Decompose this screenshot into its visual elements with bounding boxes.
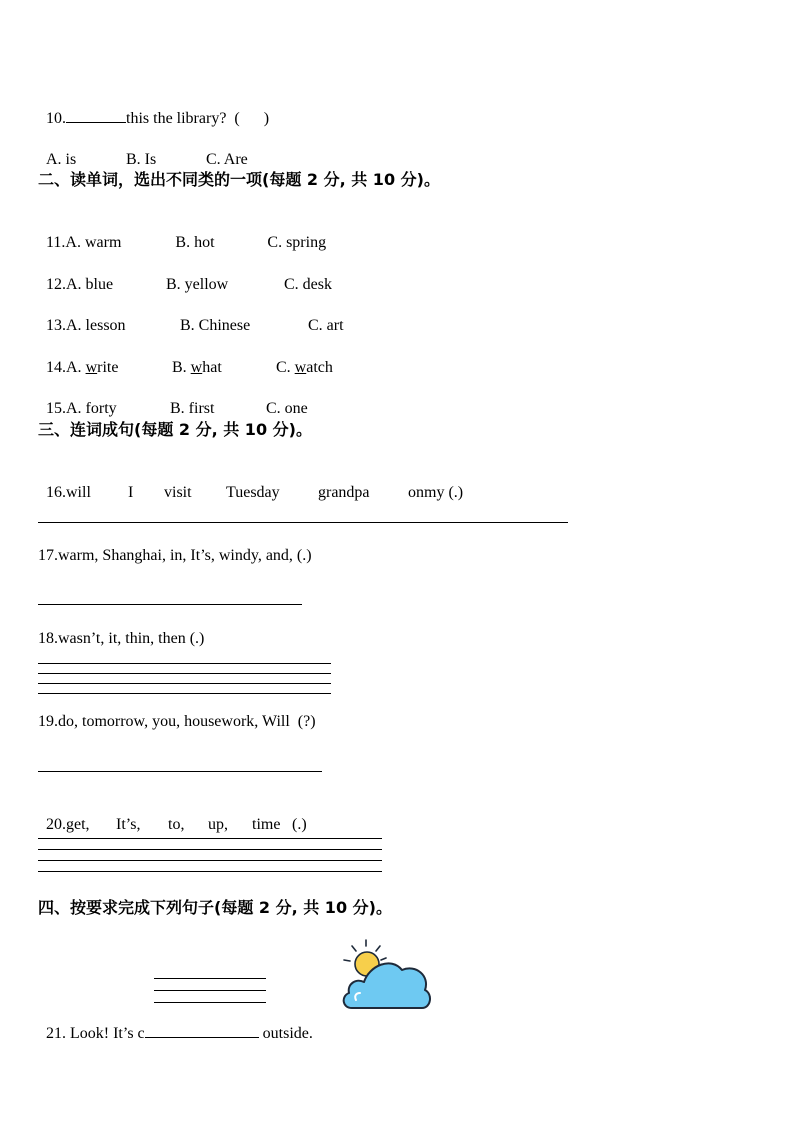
question-12: 12.A. blue B. yellow C. desk	[46, 276, 332, 293]
option-b[interactable]: B. hot	[175, 234, 215, 251]
option-b[interactable]: B. yellow	[166, 276, 229, 293]
word: grandpa	[318, 484, 370, 501]
option-a[interactable]: A. blue	[66, 276, 114, 293]
option-c[interactable]: C. art	[308, 317, 344, 334]
word: It’s,	[116, 816, 141, 833]
answer-blank[interactable]	[145, 1023, 259, 1038]
option-c[interactable]: C. one	[266, 400, 308, 417]
word: visit	[164, 484, 192, 501]
option-c[interactable]: C. Are	[206, 151, 248, 168]
question-20: 20.get, It’s, to, up, time (.)	[46, 816, 307, 833]
writing-line[interactable]	[38, 663, 331, 664]
question-17: 17.warm, Shanghai, in, It’s, windy, and, (.)	[38, 547, 312, 564]
word: Tuesday	[226, 484, 280, 501]
option-c[interactable]: C. watch	[276, 359, 333, 376]
word: up,	[208, 816, 228, 833]
word: time	[252, 816, 281, 833]
question-21: 21. Look! It’s c outside.	[46, 1025, 313, 1042]
option-b[interactable]: B. first	[170, 400, 215, 417]
word: I	[128, 484, 134, 501]
answer-blank[interactable]	[66, 108, 126, 123]
option-b[interactable]: B. Is	[126, 151, 157, 168]
writing-line[interactable]	[38, 683, 331, 684]
option-a[interactable]: A. is	[46, 151, 77, 168]
writing-line[interactable]	[38, 838, 382, 839]
question-14: 14.A. write B. what C. watch	[46, 359, 333, 376]
word: onmy (.)	[408, 484, 464, 501]
writing-line[interactable]	[38, 871, 382, 872]
option-b[interactable]: B. Chinese	[180, 317, 251, 334]
option-a[interactable]: A. write	[66, 359, 119, 376]
answer-line[interactable]	[38, 771, 322, 772]
option-a[interactable]: A. lesson	[66, 317, 126, 334]
answer-line[interactable]	[38, 522, 568, 523]
question-18: 18.wasn’t, it, thin, then (.)	[38, 630, 205, 647]
writing-line[interactable]	[38, 693, 331, 694]
option-b[interactable]: B. what	[172, 359, 222, 376]
question-16: 16.will I visit Tuesday grandpa onmy (.)	[46, 484, 464, 501]
writing-line[interactable]	[154, 978, 266, 979]
answer-line[interactable]	[38, 604, 302, 605]
word: get,	[66, 816, 90, 833]
option-a[interactable]: A. warm	[65, 234, 122, 251]
word: will	[66, 484, 91, 501]
question-11: 11.A. warm B. hot C. spring	[46, 234, 327, 251]
writing-line[interactable]	[38, 849, 382, 850]
writing-line[interactable]	[38, 673, 331, 674]
option-a[interactable]: A. forty	[66, 400, 117, 417]
question-15: 15.A. forty B. first C. one	[46, 400, 308, 417]
cloudy-sun-icon	[336, 936, 436, 1016]
question-10: 10. this the library? ( )	[46, 110, 270, 127]
section-4-heading: 四、按要求完成下列句子(每题 2 分, 共 10 分)。	[38, 898, 392, 917]
word: (.)	[292, 816, 307, 833]
option-c[interactable]: C. spring	[267, 234, 327, 251]
question-13: 13.A. lesson B. Chinese C. art	[46, 317, 344, 334]
section-3-heading: 三、连词成句(每题 2 分, 共 10 分)。	[38, 420, 312, 439]
writing-line[interactable]	[38, 860, 382, 861]
section-2-heading: 二、读单词，选出不同类的一项(每题 2 分, 共 10 分)。	[38, 170, 440, 189]
question-10-options	[38, 130, 248, 170]
word: to,	[168, 816, 185, 833]
question-19: 19.do, tomorrow, you, housework, Will (?)	[38, 713, 316, 730]
writing-line[interactable]	[154, 990, 266, 991]
option-c[interactable]: C. desk	[284, 276, 332, 293]
